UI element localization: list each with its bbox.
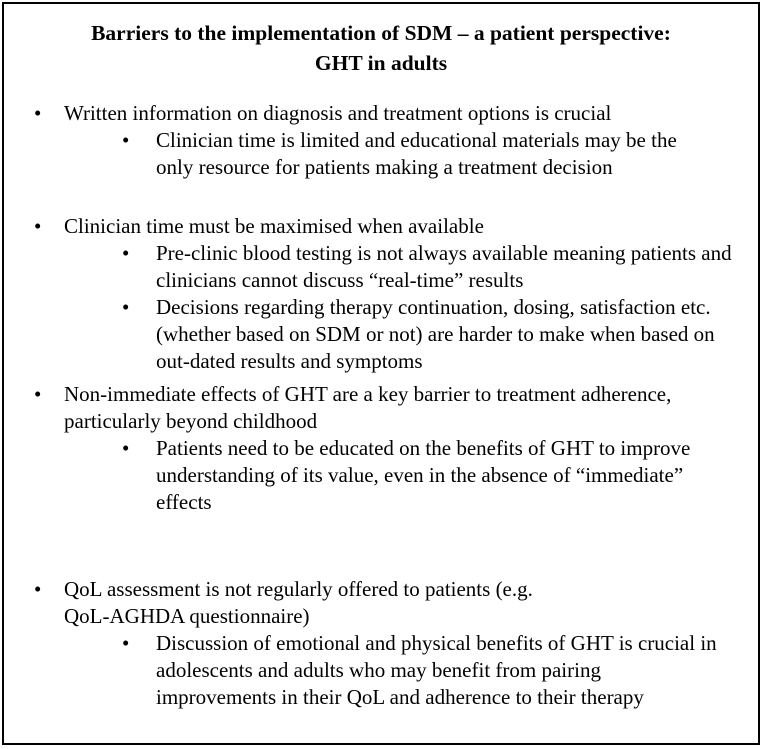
bullet-dot: • — [34, 382, 42, 406]
sub-bullet — [4, 435, 758, 516]
bullet-dot: • — [122, 241, 130, 265]
sub-bullet — [4, 127, 758, 181]
sub-bullet — [4, 294, 758, 375]
sub-bullet-text: Discussion of emotional and physical benefits of GHT is crucial in adolescents and adults who may benefit from pairing improvements in their QoL and adherence to their therapy — [156, 631, 717, 709]
main-bullet-text: Written information on diagnosis and treatment options is crucial — [64, 101, 612, 125]
bullet-dot: • — [34, 577, 42, 601]
section-non-immediate-effects — [4, 381, 758, 516]
main-bullet-text: Non-immediate effects of GHT are a key barrier to treatment adherence, particularly beyond childhood — [64, 382, 672, 433]
main-bullet-text: QoL assessment is not regularly offered to patients (e.g. QoL-AGHDA questionnaire) — [64, 577, 533, 628]
main-bullet — [4, 576, 758, 630]
title-line-2: GHT in adults — [314, 51, 448, 75]
title-line-1: Barriers to the implementation of SDM – a patient perspective: — [91, 21, 671, 45]
bullet-dot: • — [122, 128, 130, 152]
main-bullet — [4, 213, 758, 240]
section-written-information — [4, 100, 758, 181]
bullet-dot: • — [122, 295, 130, 319]
sub-bullet-text: Pre-clinic blood testing is not always available meaning patients and clinicians cannot discuss “real-time” results — [156, 241, 732, 292]
bullet-dot: • — [34, 214, 42, 238]
bullet-dot: • — [122, 631, 130, 655]
bullet-dot: • — [34, 101, 42, 125]
box-title — [4, 18, 758, 78]
summary-box — [2, 2, 760, 745]
section-qol-assessment — [4, 576, 758, 711]
sub-bullet-text: Patients need to be educated on the benefits of GHT to improve understanding of its value, even in the absence of “immediate” effects — [156, 436, 691, 514]
bullet-dot: • — [122, 436, 130, 460]
main-bullet — [4, 100, 758, 127]
sub-bullet — [4, 630, 758, 711]
main-bullet-text: Clinician time must be maximised when available — [64, 214, 484, 238]
section-clinician-time — [4, 213, 758, 375]
sub-bullet-text: Decisions regarding therapy continuation, dosing, satisfaction etc. (whether based on SDM or not) are harder to make when based on out-dated results and symptoms — [156, 295, 715, 373]
main-bullet — [4, 381, 758, 435]
sub-bullet-text: Clinician time is limited and educational materials may be the only resource for patients making a treatment decision — [156, 128, 677, 179]
sub-bullet — [4, 240, 758, 294]
